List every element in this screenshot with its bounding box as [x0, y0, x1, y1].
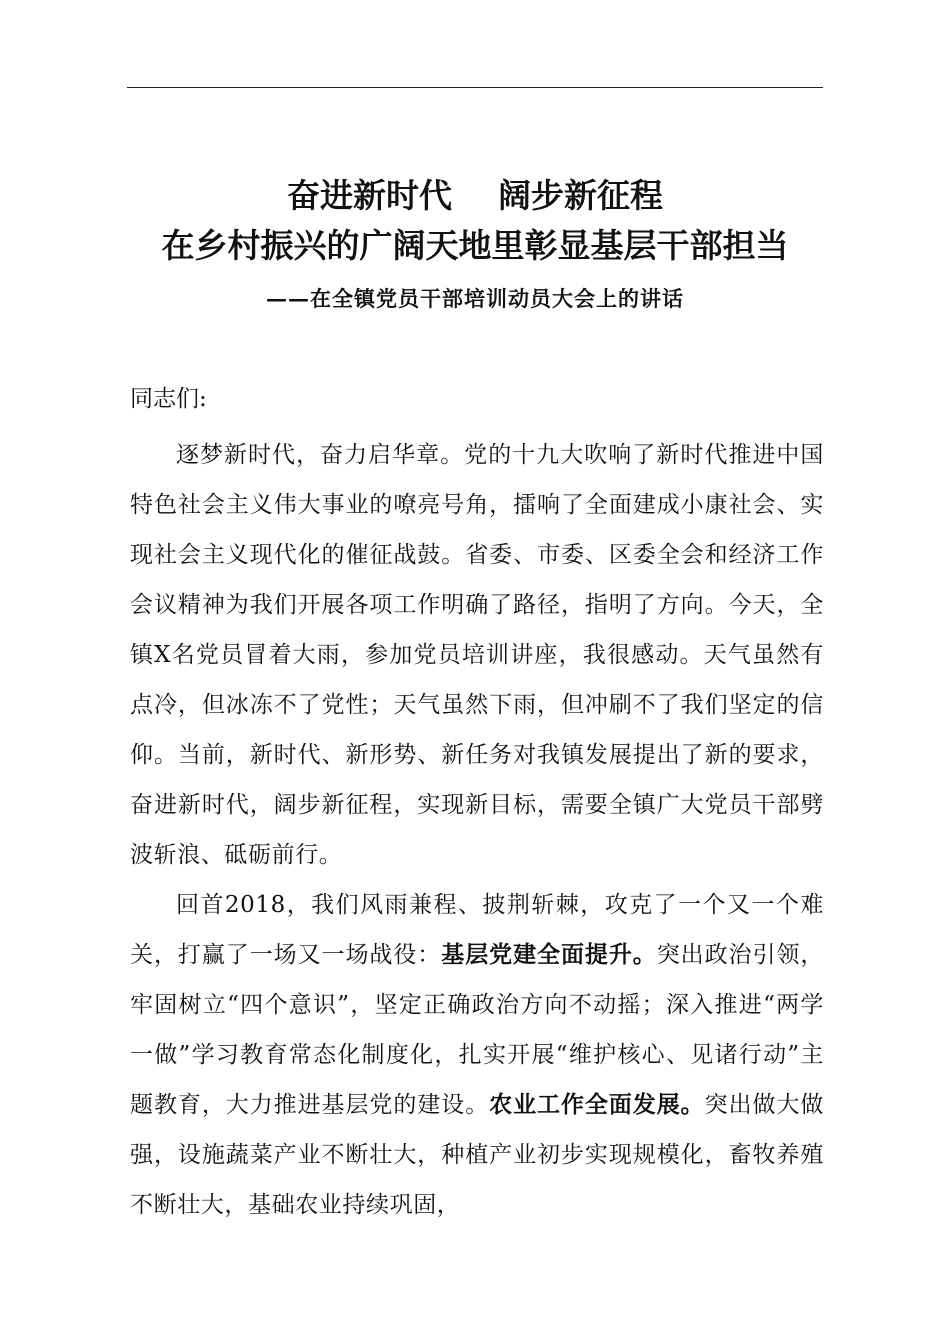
salutation: 同志们: [130, 386, 207, 412]
title-line-1: 奋进新时代 阔步新征程 [287, 176, 663, 215]
title-line-2: 在乡村振兴的广阔天地里彰显基层干部担当 [161, 226, 789, 265]
section-heading-agriculture: 农业工作全面发展。 [489, 1091, 705, 1118]
paragraph-2-text-1: 突出政治引领，牢固树立“四个意识”，坚定正确政治方向不动摇；深入推进“两学一做”学习教育常态化制度化，扎实开展“维护核心、见诸行动”主题教育，大力推进基层党的建设。 [130, 942, 824, 1118]
header-rule [127, 87, 823, 88]
paragraph-2 [130, 880, 824, 1230]
body-text [130, 430, 824, 1230]
paragraph-2-intro: 回首2018，我们风雨兼程、披荆斩棘，攻克了一个又一个难关，打赢了一场又一场战役： [130, 892, 824, 968]
paragraph-2-text-2: 突出做大做强，设施蔬菜产业不断壮大，种植产业初步实现规模化，畜牧养殖不断壮大，基础农业持续巩固， [130, 1092, 824, 1218]
section-heading-party-building: 基层党建全面提升。 [441, 941, 657, 968]
paragraph-1: 逐梦新时代，奋力启华章。党的十九大吹响了新时代推进中国特色社会主义伟大事业的嘹亮号角，擂响了全面建成小康社会、实现社会主义现代化的催征战鼓。省委、市委、区委全会和经济工作会议精神为我们开展各项工作明确了路径，指明了方向。今天，全镇X名党员冒着大雨，参加党员培训讲座，我很感动。天气虽然有点冷，但冰冻不了党性；天气虽然下雨，但冲刷不了我们坚定的信仰。当前，新时代、新形势、新任务对我镇发展提出了新的要求，奋进新时代，阔步新征程，实现新目标，需要全镇广大党员干部劈波斩浪、砥砺前行。 [130, 442, 824, 868]
subtitle: ——在全镇党员干部培训动员大会上的讲话 [266, 286, 684, 311]
